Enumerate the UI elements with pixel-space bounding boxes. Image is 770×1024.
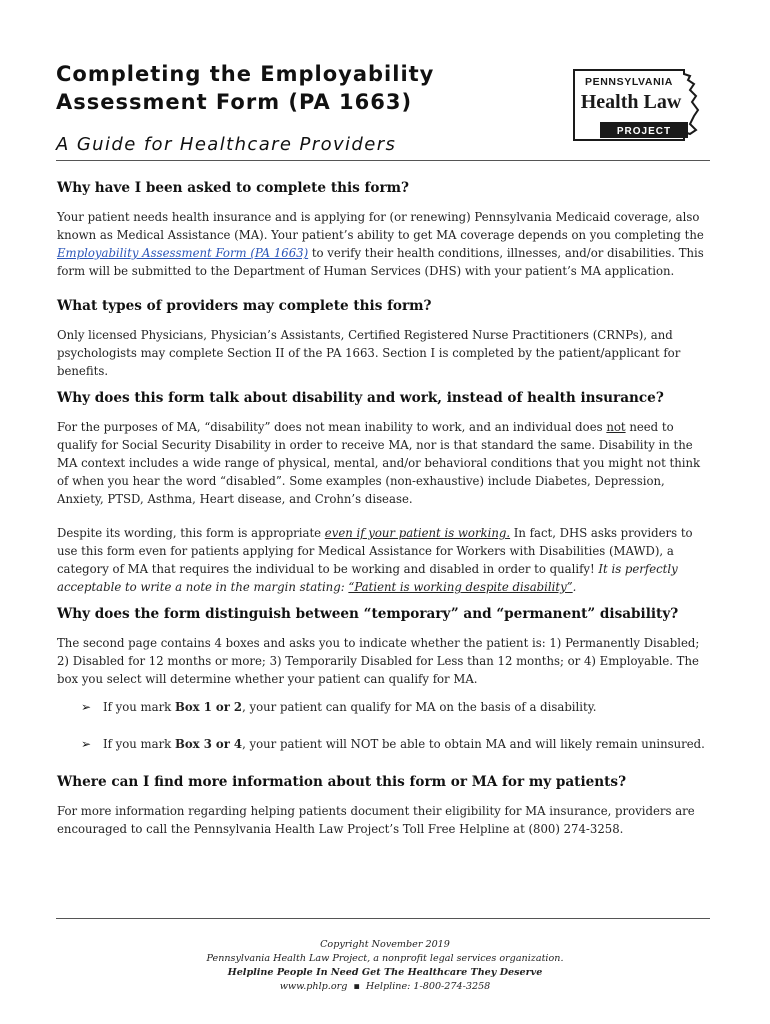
section-more-info (57, 772, 712, 838)
paragraph-providers: Only licensed Physicians, Physician’s Assistants, Certified Registered Nurse Practitioners (CRNPs), and psychologists may complete Section II of the PA 1663. Section I is completed by the patient/applicant for benefits. (57, 328, 681, 378)
box-options-list (57, 698, 712, 753)
paragraph-more-info: For more information regarding helping patients document their eligibility for MA insurance, providers are encouraged to call the Pennsylvania Health Law Project’s Toll Free Helpline at (800) 274-3258. (57, 804, 695, 836)
phlp-logo (572, 66, 700, 144)
separator-icon: ▪ (353, 981, 360, 992)
paragraph-four-boxes: The second page contains 4 boxes and asks you to indicate whether the patient is: 1) Permanently Disabled; 2) Disabled for 12 months or more; 3) Temporarily Disabled for Less than 12 months; or 4) Employable. The box you select will determine whether your patient can qualify for MA. (57, 636, 700, 686)
section-why-asked (57, 178, 712, 280)
paragraph-working-patients: Despite its wording, this form is appropriate even if your patient is working. In fact, DHS asks providers to use this form even for patients applying for Medical Assistance for Workers with Disabilities (MAWD), a category of MA that requires the individual to be working and disabled in order to qualify! It is perfectly acceptable to write a note in the margin stating: “Patient is working despite disability”. (57, 526, 693, 594)
logo-line-1: PENNSYLVANIA (585, 76, 673, 88)
heading-disability: Why does this form talk about disability and work, instead of health insurance? (57, 390, 664, 406)
title-line-2: Assessment Form (PA 1663) (56, 90, 413, 114)
list-item: ➢ If you mark Box 3 or 4, your patient will NOT be able to obtain MA and will likely remain uninsured. (81, 737, 705, 751)
logo-line-2: Health Law (580, 91, 682, 113)
section-temporary-permanent (57, 604, 712, 753)
arrow-bullet-icon: ➢ (81, 700, 92, 714)
logo-line-3: PROJECT (616, 126, 672, 137)
helpline-text: Helpline: 1-800-274-3258 (365, 981, 491, 992)
paragraph-disability-definition: For the purposes of MA, “disability” does not mean inability to work, and an individual does not need to qualify for Social Security Disability in order to receive MA, nor is that standard the same. Disability in the MA context includes a wide range of physical, mental, and/or behavioral conditions that you might not think of when you hear the word “disabled”. Some examples (non-exhaustive) include Diabetes, Depression, Anxiety, PTSD, Asthma, Heart disease, and Crohn’s disease. (57, 420, 701, 506)
paragraph-why-asked: Your patient needs health insurance and is applying for (or renewing) Pennsylvania Medicaid coverage, also known as Medical Assistance (MA). Your patient’s ability to get MA coverage depends on you completing the Employability Assessment Form (PA 1663) to verify their health conditions, illnesses, and/or disabilities. This form will be submitted to the Department of Human Services (DHS) with your patient’s MA application. (57, 210, 704, 278)
copyright-text: Copyright November 2019 (320, 939, 450, 950)
title-line-1: Completing the Employability (56, 62, 435, 86)
footer (0, 938, 770, 994)
footer-divider (56, 918, 710, 919)
margin-note-quote: “Patient is working despite disability” (348, 580, 573, 594)
arrow-bullet-icon: ➢ (81, 737, 92, 751)
tagline-text: Helpline People In Need Get The Healthcare They Deserve (227, 967, 543, 978)
page-subtitle: A Guide for Healthcare Providers (56, 134, 397, 155)
section-providers (57, 296, 712, 380)
guide-content (57, 178, 712, 854)
emphasis-even-if-working: even if your patient is working. (324, 526, 511, 540)
header-divider (56, 160, 710, 161)
list-item: ➢ If you mark Box 1 or 2, your patient can qualify for MA on the basis of a disability. (81, 700, 597, 714)
heading-temporary-permanent: Why does the form distinguish between “temporary” and “permanent” disability? (57, 606, 679, 622)
emphasis-not: not (606, 420, 626, 434)
heading-why-asked: Why have I been asked to complete this form? (57, 180, 409, 196)
section-disability (57, 388, 712, 596)
organization-text: Pennsylvania Health Law Project, a nonprofit legal services organization. (206, 953, 564, 964)
pa1663-form-link[interactable]: Employability Assessment Form (PA 1663) (57, 246, 309, 260)
page-title (56, 60, 526, 116)
contact-line (0, 980, 770, 994)
website-link[interactable]: www.phlp.org (279, 981, 348, 992)
heading-more-info: Where can I find more information about this form or MA for my patients? (57, 774, 627, 790)
heading-providers: What types of providers may complete this form? (57, 298, 432, 314)
